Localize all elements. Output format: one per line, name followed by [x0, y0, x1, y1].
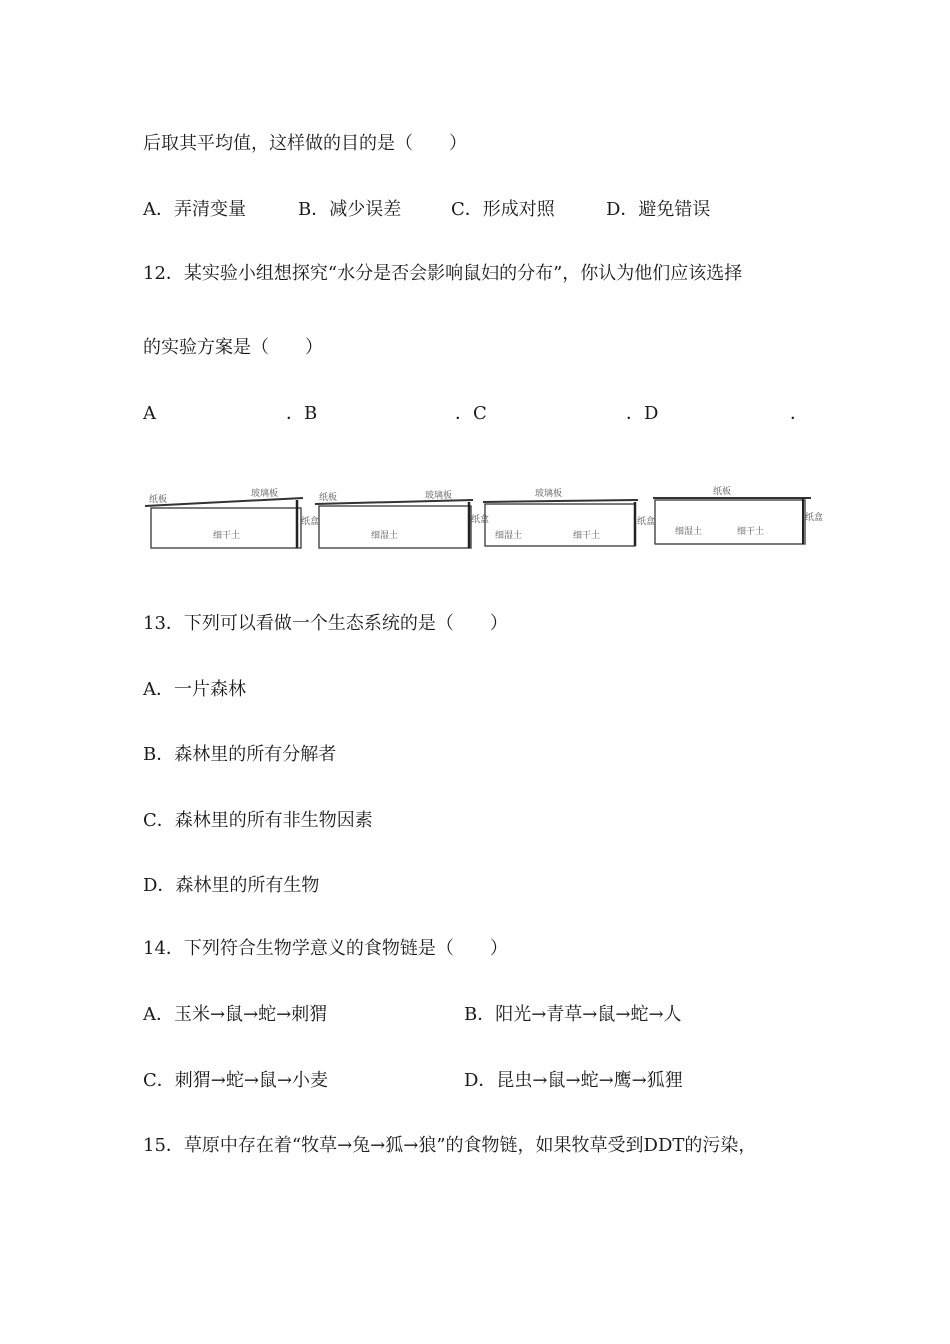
experiment-setups-figure [143, 486, 824, 566]
q14-option-a: A．玉米→鼠→蛇→刺猬 [143, 1004, 328, 1025]
b-top-right-label: 玻璃板 [425, 491, 453, 501]
c-side-label: 纸盒 [637, 517, 656, 527]
a-soil-label: 细干土 [213, 531, 241, 541]
q13-option-a: A．一片森林 [143, 679, 246, 700]
b-top-left-label: 纸板 [319, 493, 338, 503]
q12-letter-d: ．D [626, 403, 659, 424]
b-soil-label: 细湿土 [371, 531, 399, 541]
q11-option-d: D．避免错误 [606, 199, 711, 220]
a-side-label: 纸盒 [301, 517, 320, 527]
q11-option-c: C．形成对照 [451, 199, 555, 220]
a-top-left-label: 纸板 [149, 495, 168, 505]
q13-option-b: B．森林里的所有分解者 [143, 744, 337, 765]
setup-b [315, 489, 489, 548]
q11-option-b: B．减少误差 [298, 199, 402, 220]
q12-letter-b: ．B [286, 403, 318, 424]
q11-stem: 后取其平均值，这样做的目的是（ ） [143, 133, 467, 154]
q15-stem-line1: 15．草原中存在着“牧草→兔→狐→狼”的食物链，如果牧草受到DDT的污染， [143, 1135, 757, 1156]
q12-stem-line2: 的实验方案是（ ） [143, 337, 323, 358]
q12-letter-end: ． [790, 403, 808, 424]
q11-option-a: A．弄清变量 [143, 199, 246, 220]
q12-letter-a: A [143, 403, 156, 424]
q14-option-d: D．昆虫→鼠→蛇→鹰→狐狸 [464, 1070, 683, 1091]
d-soil-right-label: 细干土 [737, 527, 765, 537]
d-soil-left-label: 细湿土 [675, 527, 703, 537]
c-soil-right-label: 细干土 [573, 531, 601, 541]
q13-stem: 13．下列可以看做一个生态系统的是（ ） [143, 613, 508, 634]
q14-option-b: B．阳光→青草→鼠→蛇→人 [464, 1004, 682, 1025]
q12-letter-c: ．C [455, 403, 487, 424]
setup-d [653, 485, 823, 544]
q14-option-c: C．刺猬→蛇→鼠→小麦 [143, 1070, 329, 1091]
setup-a [145, 487, 319, 548]
c-top-label: 玻璃板 [535, 489, 563, 499]
q12-stem-line1: 12．某实验小组想探究“水分是否会影响鼠妇的分布”，你认为他们应该选择 [143, 263, 743, 284]
q13-option-d: D．森林里的所有生物 [143, 875, 320, 896]
c-soil-left-label: 细湿土 [495, 531, 523, 541]
q13-option-c: C．森林里的所有非生物因素 [143, 810, 373, 831]
q14-stem: 14．下列符合生物学意义的食物链是（ ） [143, 938, 508, 959]
b-side-label: 纸盒 [471, 515, 490, 525]
d-side-label: 纸盒 [805, 513, 824, 523]
q12-experiment-diagram [143, 486, 824, 566]
a-top-right-label: 玻璃板 [251, 489, 279, 499]
setup-c [483, 487, 655, 546]
d-top-label: 纸板 [713, 487, 732, 497]
